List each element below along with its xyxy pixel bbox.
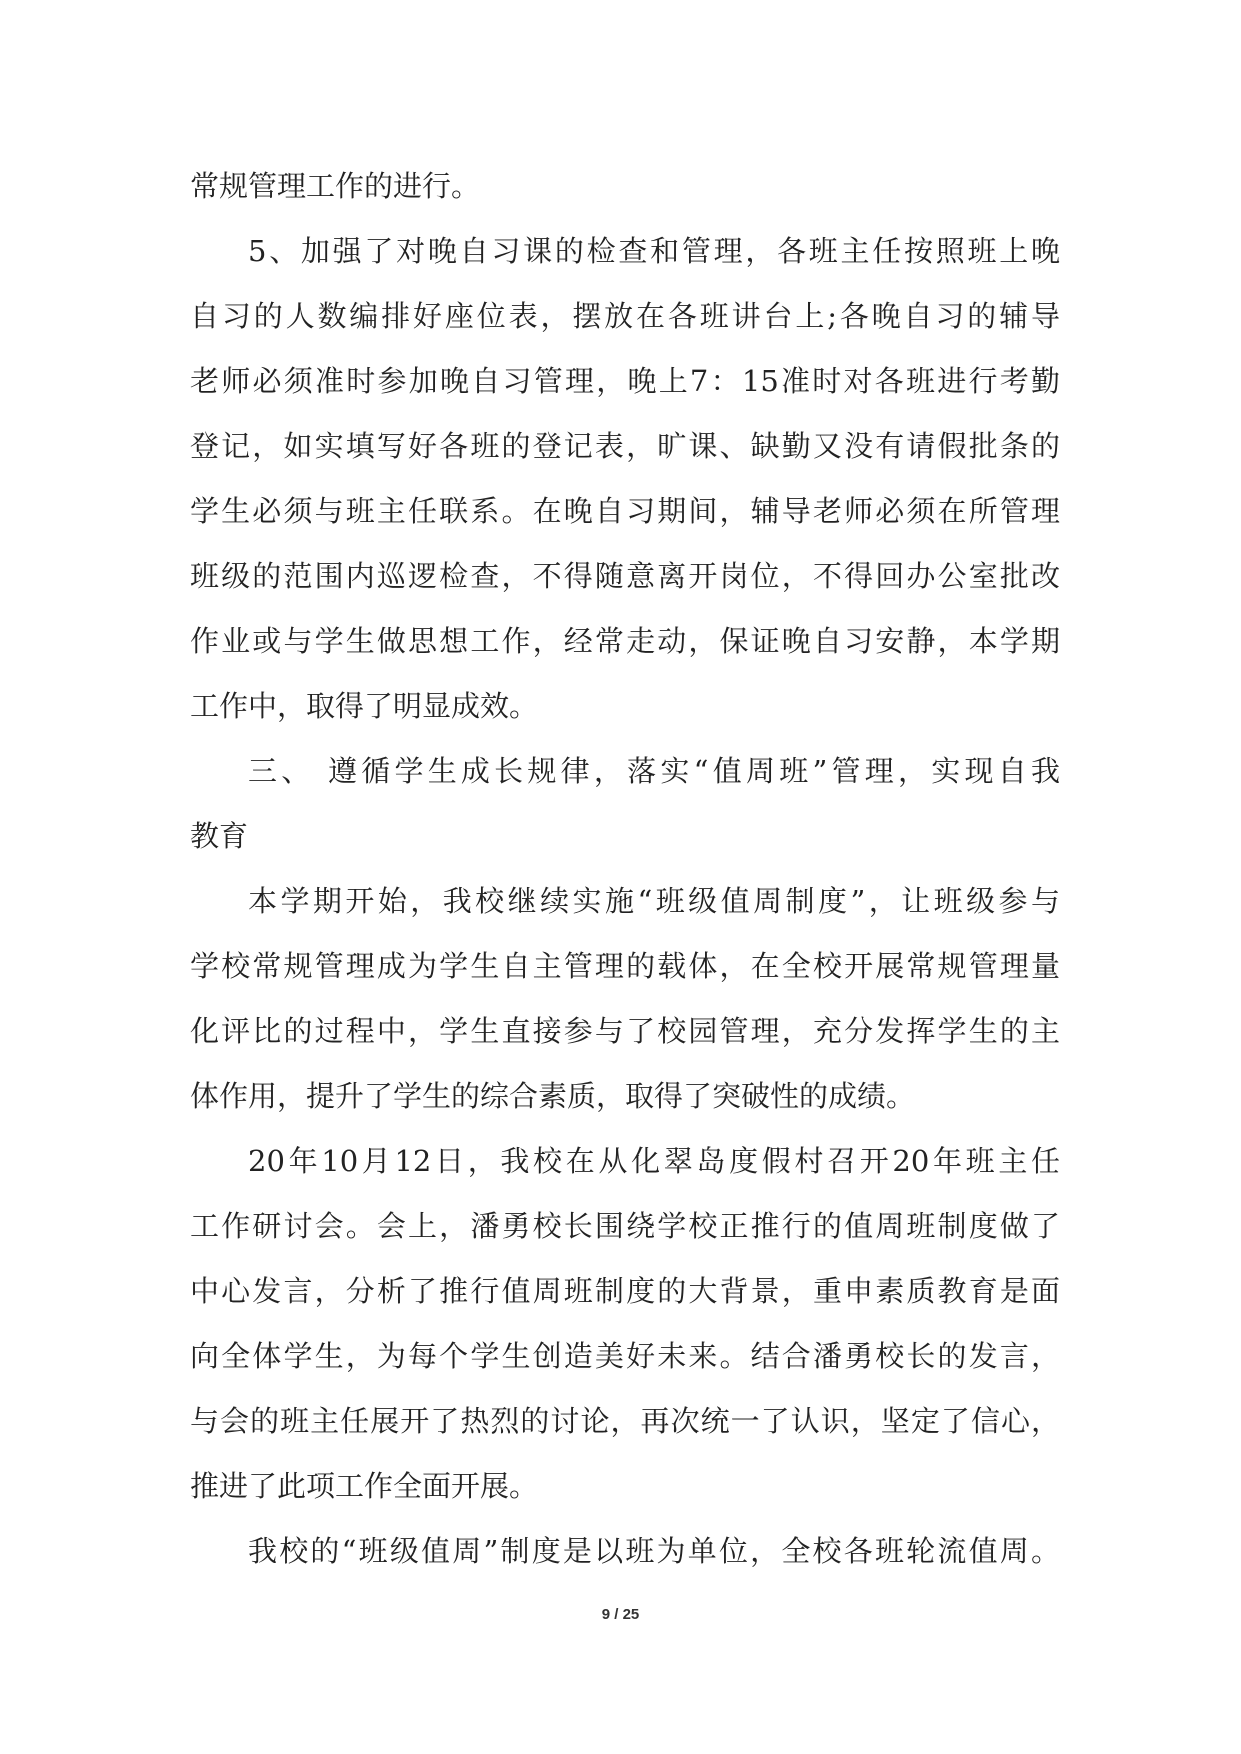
text-line [190,479,1060,544]
text-line [190,999,1060,1064]
text-line-content: 常规管理工作的进行。 [190,169,481,203]
text-line-content: 5、加强了对晚自习课的检查和管理，各班主任按照班上晚 [248,234,1060,268]
text-line [190,414,1060,479]
text-line [190,674,1060,739]
text-line [190,349,1060,414]
text-line-content: 推进了此项工作全面开展。 [190,1469,539,1503]
text-line-content: 化评比的过程中，学生直接参与了校园管理，充分发挥学生的主 [190,1014,1060,1048]
text-line-content: 向全体学生，为每个学生创造美好未来。结合潘勇校长的发言， [190,1339,1060,1373]
text-line-content: 本学期开始，我校继续实施“班级值周制度”，让班级参与 [248,884,1060,918]
text-line-content: 体作用，提升了学生的综合素质，取得了突破性的成绩。 [190,1079,916,1113]
text-line-content: 与会的班主任展开了热烈的讨论，再次统一了认识，坚定了信心， [190,1404,1060,1438]
text-line-content: 班级的范围内巡逻检查，不得随意离开岗位，不得回办公室批改 [190,559,1060,593]
text-line-content: 老师必须准时参加晚自习管理，晚上7：15准时对各班进行考勤 [190,364,1060,398]
text-line [190,609,1060,674]
text-line-content: 登记，如实填写好各班的登记表，旷课、缺勤又没有请假批条的 [190,429,1060,463]
text-line-content: 学生必须与班主任联系。在晚自习期间，辅导老师必须在所管理 [190,494,1060,528]
text-line [190,1194,1060,1259]
text-line [190,1389,1060,1454]
text-line [190,284,1060,349]
text-line-content: 作业或与学生做思想工作，经常走动，保证晚自习安静，本学期 [190,624,1060,658]
document-body [190,154,1060,1584]
text-line [190,1519,1060,1584]
text-line [190,219,1060,284]
text-line-content: 20年10月12日，我校在从化翠岛度假村召开20年班主任 [248,1144,1060,1178]
text-line [190,154,1060,219]
text-line [190,934,1060,999]
text-line [190,1324,1060,1389]
text-line [190,1129,1060,1194]
text-line-content: 工作研讨会。会上，潘勇校长围绕学校正推行的值周班制度做了 [190,1209,1060,1243]
text-line [190,739,1060,804]
text-line-content: 中心发言，分析了推行值周班制度的大背景，重申素质教育是面 [190,1274,1060,1308]
text-line-content: 学校常规管理成为学生自主管理的载体，在全校开展常规管理量 [190,949,1060,983]
text-line-content: 三、 遵循学生成长规律，落实“值周班”管理，实现自我 [248,754,1060,788]
page-number: 9 / 25 [601,1606,640,1623]
text-line-content: 我校的“班级值周”制度是以班为单位，全校各班轮流值周。 [248,1534,1060,1568]
text-line [190,1259,1060,1324]
text-line-content: 工作中，取得了明显成效。 [190,689,539,723]
text-line [190,804,1060,869]
text-line-content: 自习的人数编排好座位表，摆放在各班讲台上;各晚自习的辅导 [190,299,1060,333]
text-line [190,544,1060,609]
text-line-content: 教育 [190,819,249,853]
text-line [190,1454,1060,1519]
text-line [190,1064,1060,1129]
text-line [190,869,1060,934]
